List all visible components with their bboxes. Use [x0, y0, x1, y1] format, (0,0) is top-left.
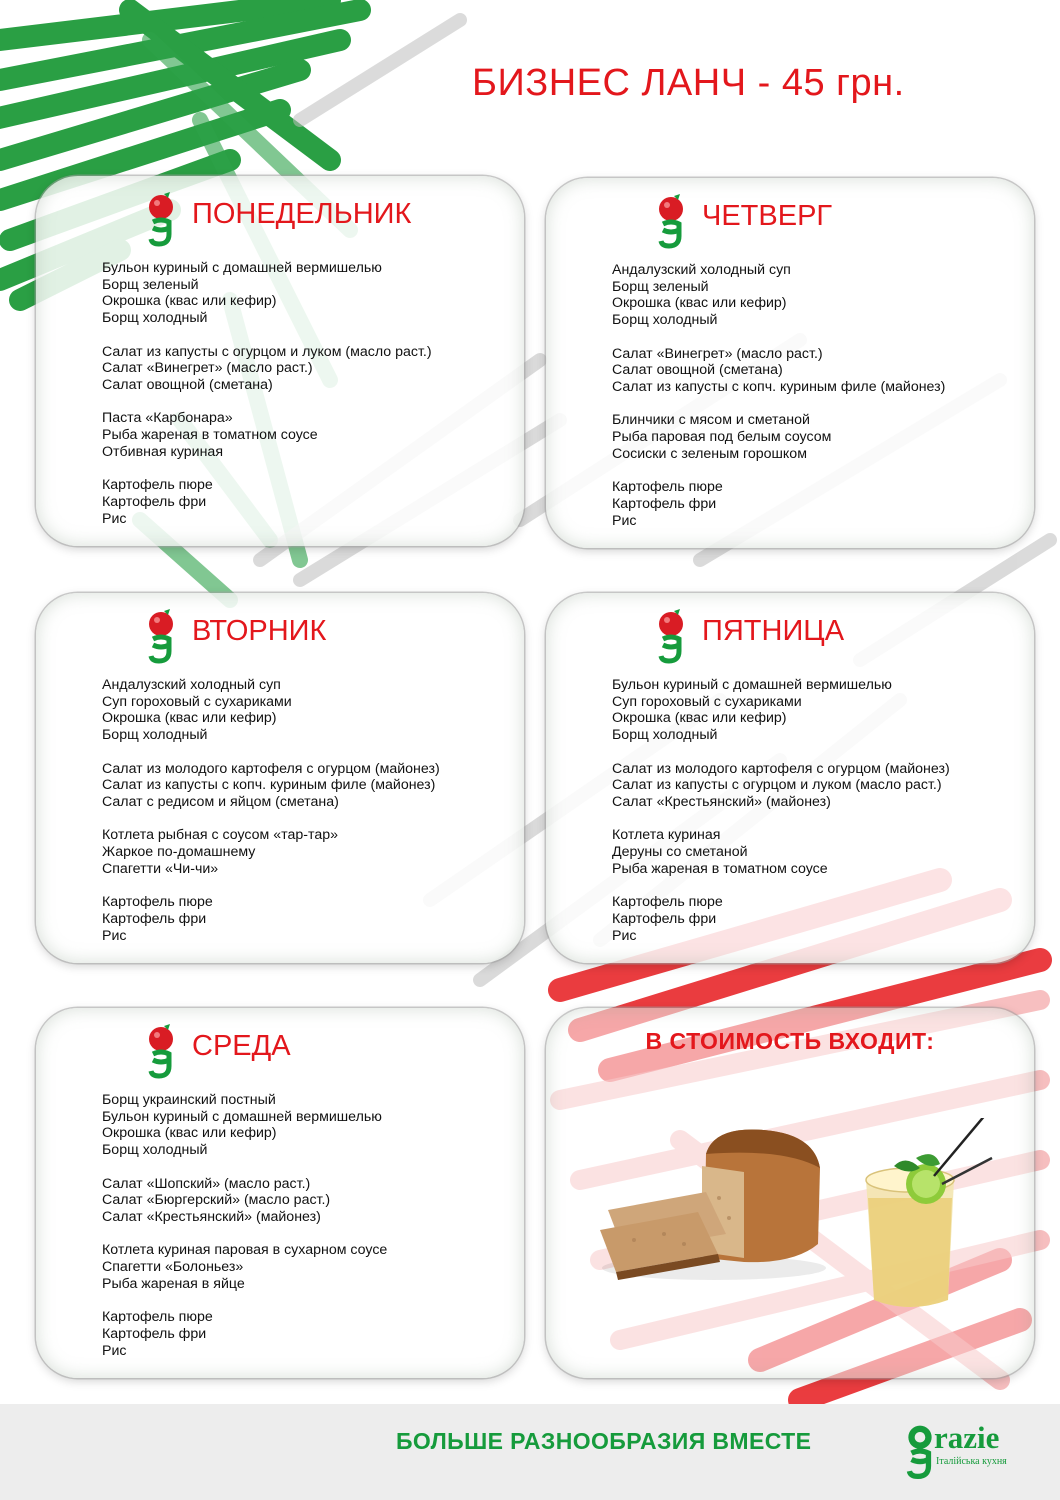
menu-item: Салат овощной (сметана)	[102, 376, 273, 393]
menu-item: Бульон куриный с домашней вермишелью	[612, 677, 892, 693]
menu-item: Рыба жареная в яйце	[102, 1275, 245, 1292]
menu-item: Рыба жареная в томатном соусе	[612, 860, 828, 877]
menu-item: Салат «Бюргерский» (масло раст.)	[102, 1192, 331, 1209]
card-wednesday	[36, 1008, 524, 1378]
page-title: БИЗНЕС ЛАНЧ - 45 грн.	[472, 62, 905, 104]
menu-item: Картофель пюре	[102, 1309, 213, 1326]
menu-item: Отбивная куриная	[102, 443, 223, 460]
card-friday	[546, 593, 1034, 963]
menu-item: Андалузский холодный суп	[102, 677, 281, 693]
footer-slogan: БОЛЬШЕ РАЗНООБРАЗИЯ ВМЕСТЕ	[396, 1428, 812, 1454]
menu-item: Бульон куриный с домашней вермишелью	[102, 260, 382, 276]
menu-item: Салат из капусты с огурцом и луком (масло раст.)	[612, 777, 942, 794]
menu-item: Спагетти «Чи-чи»	[102, 860, 219, 877]
brand-logo	[906, 1418, 1026, 1498]
menu-item: Борщ холодный	[102, 1142, 208, 1159]
day-title-monday: ПОНЕДЕЛЬНИК	[192, 198, 412, 230]
brand-name: razie	[934, 1420, 1000, 1455]
menu-item: Картофель пюре	[612, 894, 723, 911]
menu-item: Окрошка (квас или кефир)	[102, 293, 277, 310]
drink-image	[866, 1118, 992, 1307]
menu-item: Борщ холодный	[102, 727, 208, 744]
menu-item: Бульон куриный с домашней вермишелью	[102, 1108, 382, 1125]
grazie-logo-icon	[144, 192, 178, 248]
grazie-logo-icon	[144, 609, 178, 665]
card-thursday	[546, 178, 1034, 548]
menu-item: Рис	[612, 927, 637, 944]
menu-item: Картофель фри	[102, 1325, 207, 1342]
menu-item: Паста «Карбонара»	[102, 410, 233, 427]
menu-item: Рыба паровая под белым соусом	[612, 429, 832, 445]
day-title-friday: ПЯТНИЦА	[702, 615, 845, 647]
menu-item: Борщ холодный	[102, 310, 208, 327]
day-title-thursday: ЧЕТВЕРГ	[702, 200, 833, 232]
menu-item: Борщ зеленый	[612, 278, 709, 295]
bread-image	[600, 1130, 826, 1281]
menu-item: Борщ зеленый	[102, 276, 199, 293]
menu-item: Андалузский холодный суп	[612, 262, 791, 278]
day-title-tuesday: ВТОРНИК	[192, 615, 327, 647]
menu-item: Суп гороховый с сухариками	[102, 693, 292, 710]
menu-item: Салат «Крестьянский» (майонез)	[612, 793, 831, 810]
grazie-logo-icon	[654, 609, 688, 665]
menu-item: Картофель пюре	[612, 479, 723, 496]
menu-item: Борщ холодный	[612, 312, 718, 329]
menu-item: Картофель фри	[102, 493, 207, 510]
bread-and-drink-image	[594, 1118, 994, 1318]
menu-item: Картофель фри	[612, 910, 717, 927]
menu-friday	[612, 677, 950, 944]
menu-item: Салат «Винегрет» (масло раст.)	[102, 360, 313, 377]
day-title-wednesday: СРЕДА	[192, 1030, 291, 1062]
menu-item: Окрошка (квас или кефир)	[102, 1125, 277, 1142]
menu-item: Салат из молодого картофеля с огурцом (майонез)	[612, 760, 950, 777]
menu-item: Рис	[102, 927, 127, 944]
grazie-g-icon	[902, 1416, 938, 1486]
menu-item: Картофель фри	[102, 910, 207, 927]
menu-item: Картофель пюре	[102, 477, 213, 494]
menu-item: Сосиски с зеленым горошком	[612, 445, 807, 462]
menu-item: Окрошка (квас или кефир)	[102, 710, 277, 727]
menu-tuesday	[102, 677, 440, 944]
menu-item: Рыба жареная в томатном соусе	[102, 427, 318, 443]
menu-item: Салат с редисом и яйцом (сметана)	[102, 793, 339, 810]
card-included	[546, 1008, 1034, 1378]
menu-item: Салат из капусты с огурцом и луком (масло раст.)	[102, 343, 432, 360]
menu-item: Салат «Шопский» (масло раст.)	[102, 1175, 311, 1192]
menu-wednesday	[102, 1092, 387, 1359]
menu-item: Окрошка (квас или кефир)	[612, 295, 787, 312]
menu-item: Салат из капусты с копч. куриным филе (майонез)	[612, 378, 946, 395]
card-tuesday	[36, 593, 524, 963]
menu-item: Рис	[612, 512, 637, 529]
menu-item: Салат овощной (сметана)	[612, 362, 783, 379]
menu-item: Рис	[102, 1342, 127, 1359]
menu-item: Салат «Крестьянский» (майонез)	[102, 1208, 321, 1225]
menu-item: Суп гороховый с сухариками	[612, 693, 802, 710]
menu-item: Окрошка (квас или кефир)	[612, 710, 787, 727]
menu-item: Котлета куриная	[612, 827, 721, 844]
menu-item: Блинчики с мясом и сметаной	[612, 412, 810, 429]
menu-item: Жаркое по-домашнему	[102, 844, 256, 860]
menu-item: Борщ украинский постный	[102, 1092, 276, 1108]
grazie-logo-icon	[144, 1024, 178, 1080]
menu-item: Салат из капусты с копч. куриным филе (майонез)	[102, 777, 436, 794]
menu-monday	[102, 260, 432, 527]
included-title: В СТОИМОСТЬ ВХОДИТ:	[645, 1028, 935, 1054]
menu-item: Деруны со сметаной	[612, 844, 748, 860]
menu-item: Котлета рыбная с соусом «тар-тар»	[102, 827, 338, 844]
menu-item: Картофель фри	[612, 495, 717, 512]
grazie-logo-icon	[654, 194, 688, 250]
brand-subtitle: Італійська кухня	[936, 1456, 1007, 1467]
menu-item: Картофель пюре	[102, 894, 213, 911]
menu-item: Борщ холодный	[612, 727, 718, 744]
menu-item: Котлета куриная паровая в сухарном соусе	[102, 1242, 388, 1259]
menu-item: Рис	[102, 510, 127, 527]
menu-thursday	[612, 262, 945, 529]
menu-item: Салат из молодого картофеля с огурцом (майонез)	[102, 760, 440, 777]
menu-item: Салат «Винегрет» (масло раст.)	[612, 345, 823, 362]
menu-item: Спагетти «Болоньез»	[102, 1259, 244, 1275]
card-monday	[36, 176, 524, 546]
